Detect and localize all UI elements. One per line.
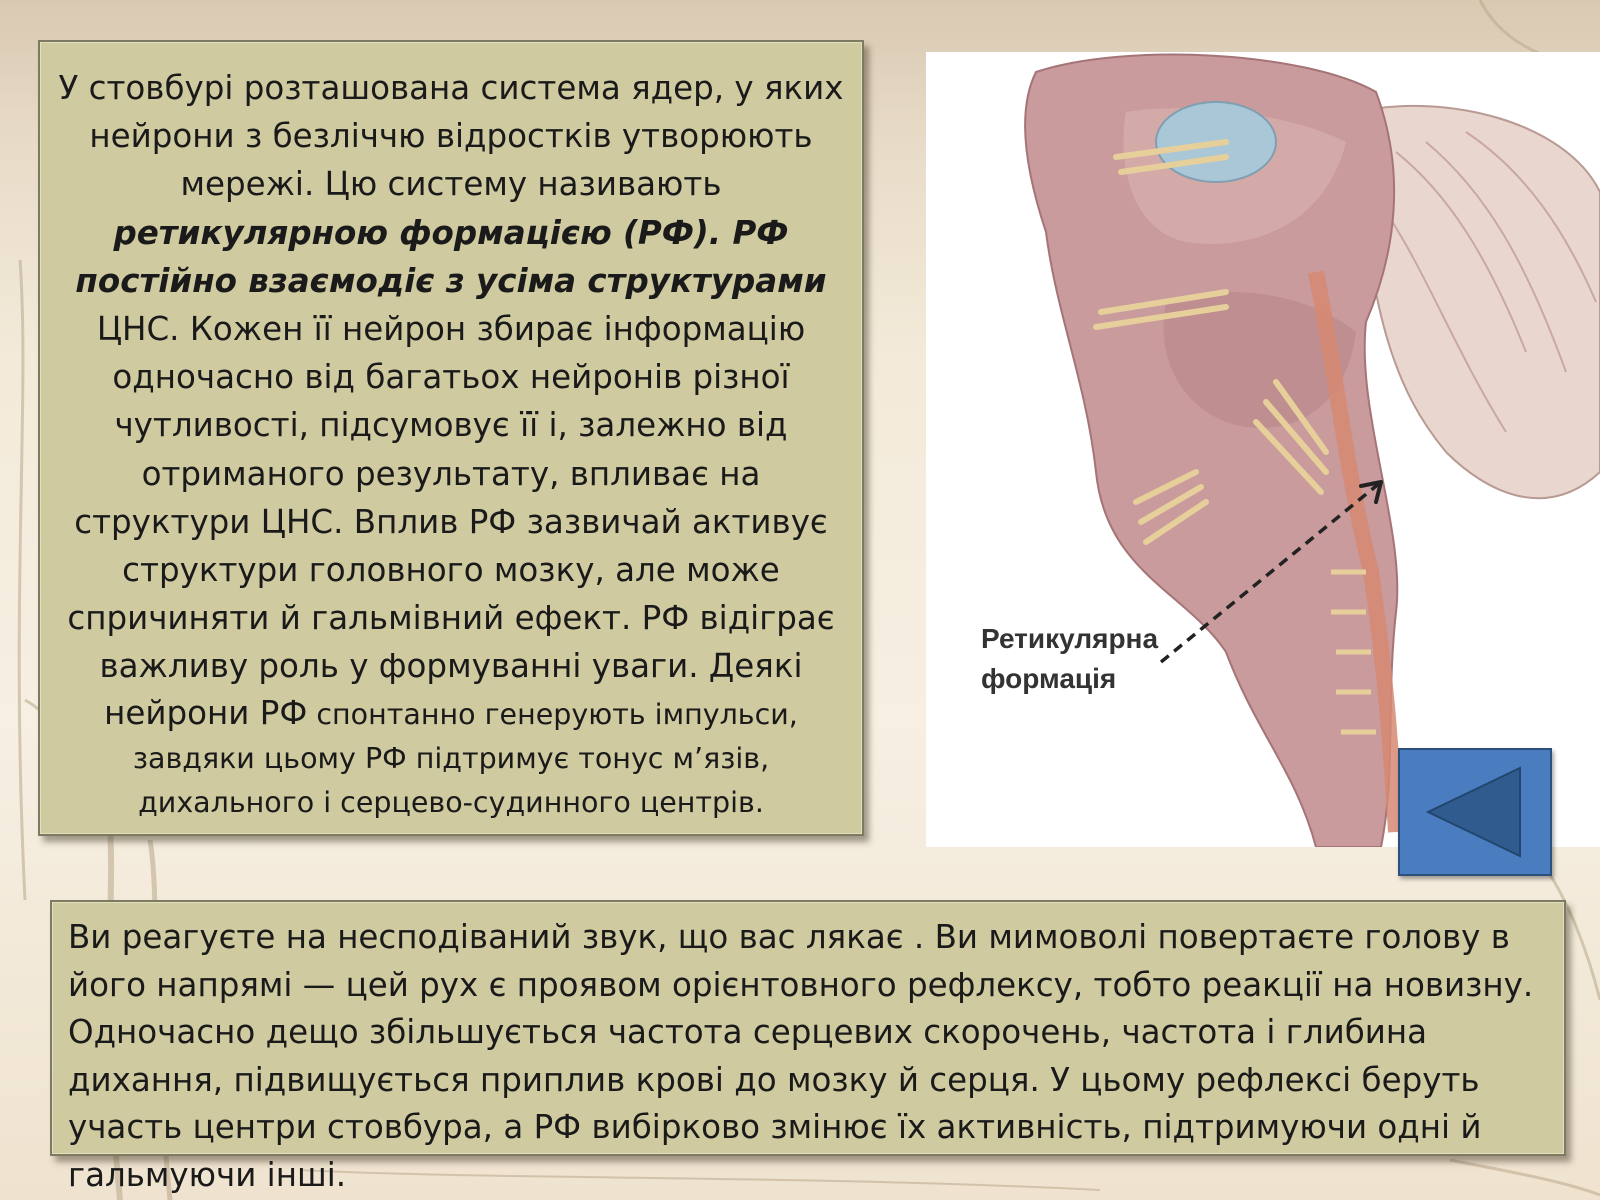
brainstem-illustration xyxy=(926,52,1600,847)
bottom-paragraph: Ви реагуєте на несподіваний звук, що вас лякає . Ви мимоволі повертаєте голову в його напрямі — цей рух є проявом орієнтовного рефлексу, тобто реакції на новизну. Одночасно дещо збільшується частота серцевих скорочень, частота і глибина дихання, підвищується приплив крові до мозку й серця. У цьому рефлексі беруть участь центри стовбура, а РФ вибірково змінює їх активність, підтримуючи одні й гальмуючи інші. xyxy=(68,918,1534,1194)
bottom-text-box xyxy=(50,900,1566,1194)
figure-label xyxy=(981,619,1158,699)
main-tail-text: спонтанно генерують імпульси, завдяки цьому РФ підтримує тонус м’язів, дихального і серцево-судинного центрів. xyxy=(132,697,798,819)
figure-label-line1: Ретикулярна xyxy=(981,623,1159,654)
back-button[interactable] xyxy=(1398,748,1552,876)
main-body-text: ЦНС. Кожен її нейрон збирає інформацію одночасно від багатьох нейронів різної чутливості, підсумовує її і, залежно від отриманого результату, впливає на структури ЦНС. Вплив РФ зазвичай активує структури головного мозку, але може спричиняти й гальмівний ефект. РФ відіграє важливу роль у формуванні уваги. Деякі xyxy=(67,310,835,686)
figure-label-line2: формація xyxy=(981,663,1117,694)
main-text-box xyxy=(38,40,864,836)
main-tail-lead-text: нейрони РФ xyxy=(104,693,308,732)
main-emphasis-text: ретикулярною формацією (РФ). РФ постійно взаємодіє з усіма структурами xyxy=(75,213,827,300)
main-paragraph xyxy=(58,64,844,825)
main-intro-text: У стовбурі розташована система ядер, у яких нейрони з безліччю відростків утворюють мережі. Цю систему називають xyxy=(58,69,844,204)
triangle-left-icon xyxy=(1400,750,1550,874)
brainstem-figure xyxy=(926,52,1600,847)
